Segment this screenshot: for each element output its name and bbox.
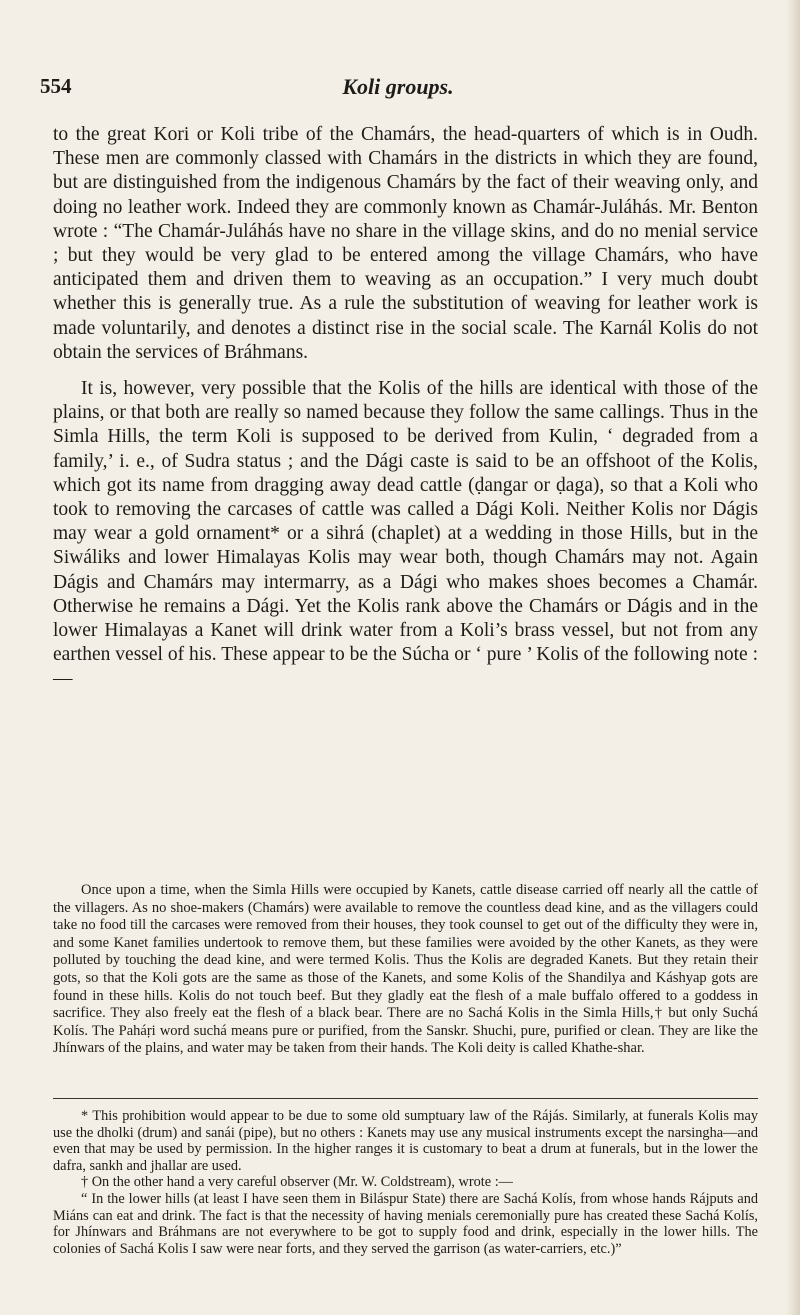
body-paragraph: It is, however, very possible that the Kolis of the hills are identical with those of the plains, or that both are really so named because they follow the same callings. Thus in the Simla Hills, the term Koli is supposed to be derived from Kulin, ‘ degraded from a family,’ i. e., of Sudra status ; and the Dági caste is said to be an offshoot of the Kolis, which got its name from dragging away dead cattle (ḍangar or ḍaga), so that a Koli who took to removing the carcases of cattle was called a Dági Koli. Neither Kolis nor Dágis may wear a gold ornament* or a sihrá (chaplet) at a wedding in those Hills, but in the Siwáliks and lower Himalayas Kolis may wear both, though Chamárs may not. Again Dágis and Chamárs may intermarry, as a Dági who makes shoes becomes a Chamár. Otherwise he remains a Dági. Yet the Kolis rank above the Chamárs or Dágis and in the lower Himalayas a Kanet will drink water from a Koli’s brass vessel, but not from any earthen vessel of his. These appear to be the Súcha or ‘ pure ’ Kolis of the following note :—: [53, 378, 758, 690]
running-title: Koli groups.: [342, 74, 454, 99]
footnotes: [53, 1108, 758, 1257]
block-quote: [53, 882, 758, 1058]
main-text: [53, 123, 758, 692]
quote-paragraph: Once upon a time, when the Simla Hills were occupied by Kanets, cattle disease carried off nearly all the cattle of the villagers. As no shoe-makers (Chamárs) were available to remove the countless dead kine, and as the villagers could take no food till the carcases were removed from their houses, they took counsel to get out of the difficulty they were in, and some Kanet families undertook to remove them, but these families were avoided by the other Kanets, as they were polluted by touching the dead kine, and were termed Kolis. Thus the Kolis are degraded Kanets. But they retain their gots, so that the Koli gots are the same as those of the Kanets, and some Kolis of the Shandilya and Káshyap gots are found in these hills. Kolis do not touch beef. But they gladly eat the flesh of a male buffalo offered to a goddess in sacrifice. They also freely eat the flesh of a black bear. There are no Sachá Kolis in the Simla Hills,† but only Suchá Kolís. The Paháṛi word suchá means pure or purified, from the Sanskr. Shuchi, pure, purified or clean. They are like the Jhínwars of the plains, and water may be taken from their hands. The Koli deity is called Khathe-shar.: [53, 882, 758, 1057]
page-edge-shadow: [786, 0, 800, 1315]
page-number: 554: [40, 74, 72, 98]
body-paragraph: to the great Kori or Koli tribe of the Chamárs, the head-quarters of which is in Oudh. These men are commonly classed with Chamárs in the districts in which they are found, but are distinguished from the indigenous Chamárs by the fact of their weaving only, and doing no leather work. Indeed they are commonly known as Chamár-Juláhás. Mr. Benton wrote : “The Chamár-Juláhás have no share in the village skins, and do no menial service ; but they would be very glad to be entered among the village Chamárs, who have anticipated them and driven them to weaving as an occupation.” I very much doubt whether this is generally true. As a rule the substitution of weaving for leather work is made voluntarily, and denotes a distinct rise in the social scale. The Karnál Kolis do not obtain the services of Bráhmans.: [53, 124, 758, 363]
footnote: * This prohibition would appear to be due to some old sumptuary law of the Rájás. Similarly, at funerals Kolis may use the dholki (drum) and sanái (pipe), but no others : Kanets may use any musical instruments except the narsingha—and even that may be used by permission. In the higher ranges it is customary to beat a drum at funerals, but in the lower the dafra, sankh and jhallar are used.: [53, 1108, 758, 1174]
footnote: † On the other hand a very careful observer (Mr. W. Coldstream), wrote :—: [81, 1174, 513, 1191]
footnote-quote: “ In the lower hills (at least I have seen them in Biláspur State) there are Sachá Kolís, from whose hands Rájputs and Miáns can eat and drink. The fact is that the necessity of having menials ceremonially pure has created these Sachá Kolís, for Jhínwars and Bráhmans are not everywhere to be got to supply food and drink, especially in the lower hills. The colonies of Sachá Kolis I saw were near forts, and they served the garrison (as water-carriers, etc.)”: [53, 1190, 758, 1257]
page-header: [40, 74, 756, 104]
footnote-divider: [53, 1098, 758, 1099]
